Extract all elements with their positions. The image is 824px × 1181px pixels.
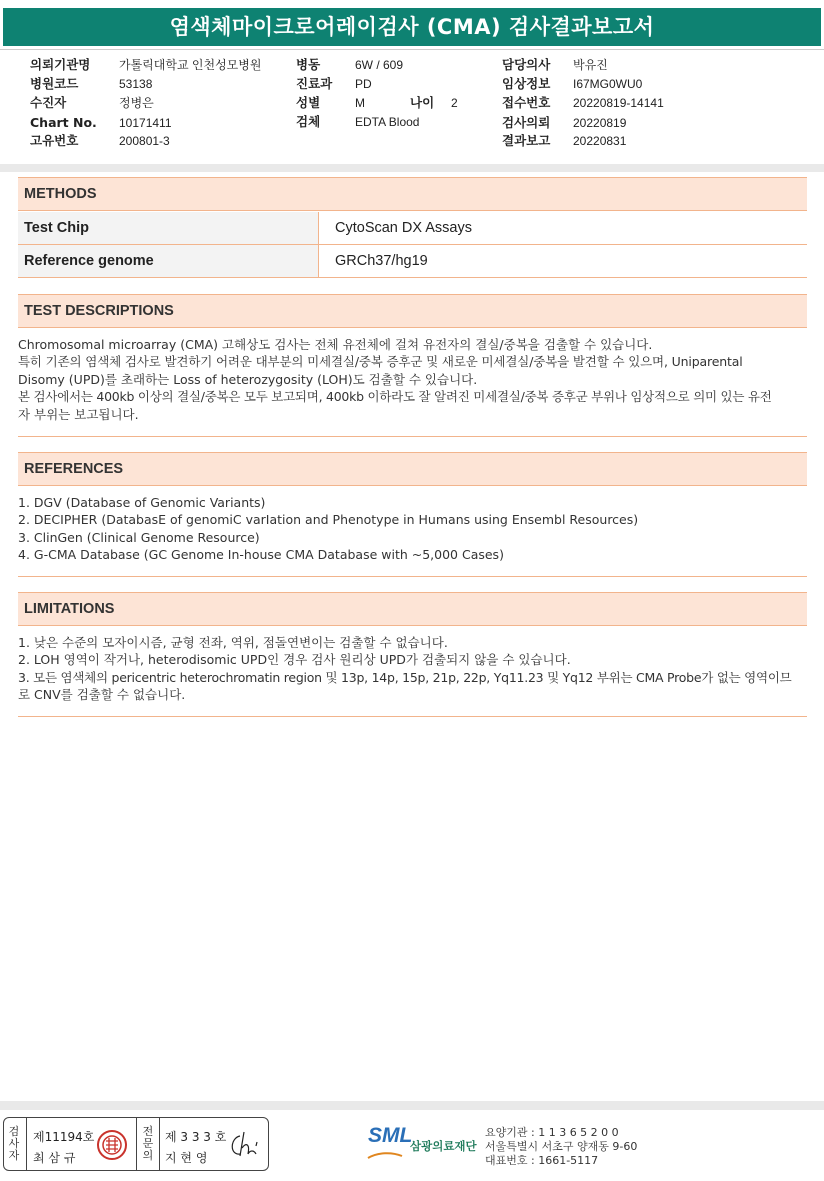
specimen-label: 검체 — [296, 114, 321, 129]
receipt-value: 20220819-14141 — [573, 96, 664, 110]
doctor-label: 담당의사 — [502, 57, 551, 72]
method-key: Test Chip — [18, 212, 319, 244]
divider — [136, 1118, 137, 1170]
patient-label: 수진자 — [30, 95, 67, 110]
address: 서울특별시 서초구 양재동 9-60 — [485, 1140, 638, 1153]
sex-label: 성별 — [296, 95, 321, 110]
references-list — [18, 494, 808, 564]
footer-separator — [0, 1101, 824, 1110]
descriptions-heading: TEST DESCRIPTIONS — [18, 294, 807, 328]
dept-value: PD — [355, 77, 372, 91]
logo-swoosh-icon — [366, 1151, 404, 1161]
phone: 대표번호 : 1661-5117 — [485, 1154, 599, 1167]
methods-heading: METHODS — [18, 177, 807, 211]
divider — [159, 1118, 160, 1170]
receipt-label: 접수번호 — [502, 95, 551, 110]
unique-no-value: 200801-3 — [119, 134, 170, 148]
reference-item: 4. G-CMA Database (GC Genome In-house CMA Database with ~5,000 Cases) — [18, 547, 504, 563]
unique-no-label: 고유번호 — [30, 133, 79, 148]
method-value: GRCh37/hg19 — [335, 253, 428, 269]
institution-label: 의뢰기관명 — [30, 57, 91, 72]
tester-name: 최 삼 규 — [33, 1151, 76, 1165]
separator — [0, 164, 824, 172]
method-row — [18, 212, 807, 245]
description-line: Disomy (UPD)를 초래하는 Loss of heterozygosity (LOH)도 검출할 수 있습니다. — [18, 371, 478, 387]
specialist-label: 전문의 — [142, 1125, 154, 1162]
method-value: CytoScan DX Assays — [335, 220, 472, 236]
hospital-code-value: 53138 — [119, 77, 153, 91]
clinical-label: 임상정보 — [502, 76, 551, 91]
specialist-name: 지 현 영 — [165, 1151, 208, 1165]
clinical-value: I67MG0WU0 — [573, 77, 643, 91]
patient-name-value: 정병은 — [119, 96, 154, 110]
divider — [18, 436, 807, 437]
divider — [18, 716, 807, 717]
report-label: 결과보고 — [502, 133, 551, 148]
divider — [18, 576, 807, 577]
specialist-no: 제 3 3 3 호 — [165, 1130, 227, 1144]
care-no: 요양기관 : 1 1 3 6 5 2 0 0 — [485, 1126, 619, 1139]
sml-logo-icon: SML — [368, 1124, 413, 1147]
limitations-heading: LIMITATIONS — [18, 592, 807, 626]
reference-item: 2. DECIPHER (DatabasE of genomiC varIation and Phenotype in Humans using Ensembl Resources) — [18, 512, 639, 528]
seal-icon — [96, 1129, 128, 1161]
limitation-item: 2. LOH 영역이 작거나, heterodisomic UPD인 경우 검사 원리상 UPD가 검출되지 않을 수 있습니다. — [18, 652, 571, 668]
request-label: 검사의뢰 — [502, 115, 551, 130]
hospital-code-label: 병원코드 — [30, 76, 79, 91]
org-name: 삼광의료재단 — [410, 1139, 477, 1153]
limitation-item: 로 CNV를 검출할 수 없습니다. — [18, 687, 186, 703]
method-key: Reference genome — [18, 245, 319, 277]
age-value: 2 — [451, 96, 458, 110]
request-date-value: 20220819 — [573, 116, 627, 130]
signature-icon — [226, 1128, 264, 1162]
institution-value: 가톨릭대학교 인천성모병원 — [119, 58, 262, 72]
description-line: 본 검사에서는 400kb 이상의 결실/중복은 모두 보고되며, 400kb 이하라도 잘 알려진 미세결실/중복 증후군 부위나 임상적으로 의미 있는 유전 — [18, 389, 772, 405]
method-row — [18, 245, 807, 278]
report-title: 염색체마이크로어레이검사 (CMA) 검사결과보고서 — [3, 8, 821, 46]
ward-label: 병동 — [296, 57, 321, 72]
specimen-value: EDTA Blood — [355, 115, 420, 129]
signature-box — [3, 1117, 269, 1171]
age-label: 나이 — [410, 95, 435, 110]
references-heading: REFERENCES — [18, 452, 807, 486]
sex-value: M — [355, 96, 365, 110]
description-line: 특히 기존의 염색체 검사로 발견하기 어려운 대부분의 미세결실/중복 증후군 및 새로운 미세결실/중복을 발견할 수 있으며, Uniparental — [18, 354, 743, 370]
ward-value: 6W / 609 — [355, 58, 404, 72]
limitation-item: 3. 모든 염색체의 pericentric heterochromatin region 및 13p, 14p, 15p, 21p, 22p, Yq11.23 및 Yq12 부위는 CMA Probe가 없는 영역이므 — [18, 669, 792, 685]
description-line: Chromosomal microarray (CMA) 고해상도 검사는 전체 유전체에 걸쳐 유전자의 결실/중복을 검출할 수 있습니다. — [18, 337, 653, 352]
descriptions-text — [18, 336, 808, 423]
divider — [26, 1118, 27, 1170]
chart-no-value: 10171411 — [119, 116, 172, 130]
reference-item: 1. DGV (Database of Genomic Variants) — [18, 495, 266, 510]
chart-no-label: Chart No. — [30, 115, 97, 130]
dept-label: 진료과 — [296, 76, 333, 91]
tester-no: 제11194호 — [33, 1130, 95, 1144]
doctor-value: 박유진 — [573, 58, 608, 72]
description-line: 자 부위는 보고됩니다. — [18, 406, 139, 422]
patient-info — [0, 54, 824, 154]
limitation-item: 1. 낮은 수준의 모자이시즘, 균형 전좌, 역위, 점돌연변이는 검출할 수 없습니다. — [18, 635, 448, 650]
limitations-list — [18, 634, 808, 704]
report-date-value: 20220831 — [573, 134, 627, 148]
tester-label: 검사자 — [8, 1125, 20, 1162]
report-header — [0, 0, 824, 50]
reference-item: 3. ClinGen (Clinical Genome Resource) — [18, 529, 260, 545]
